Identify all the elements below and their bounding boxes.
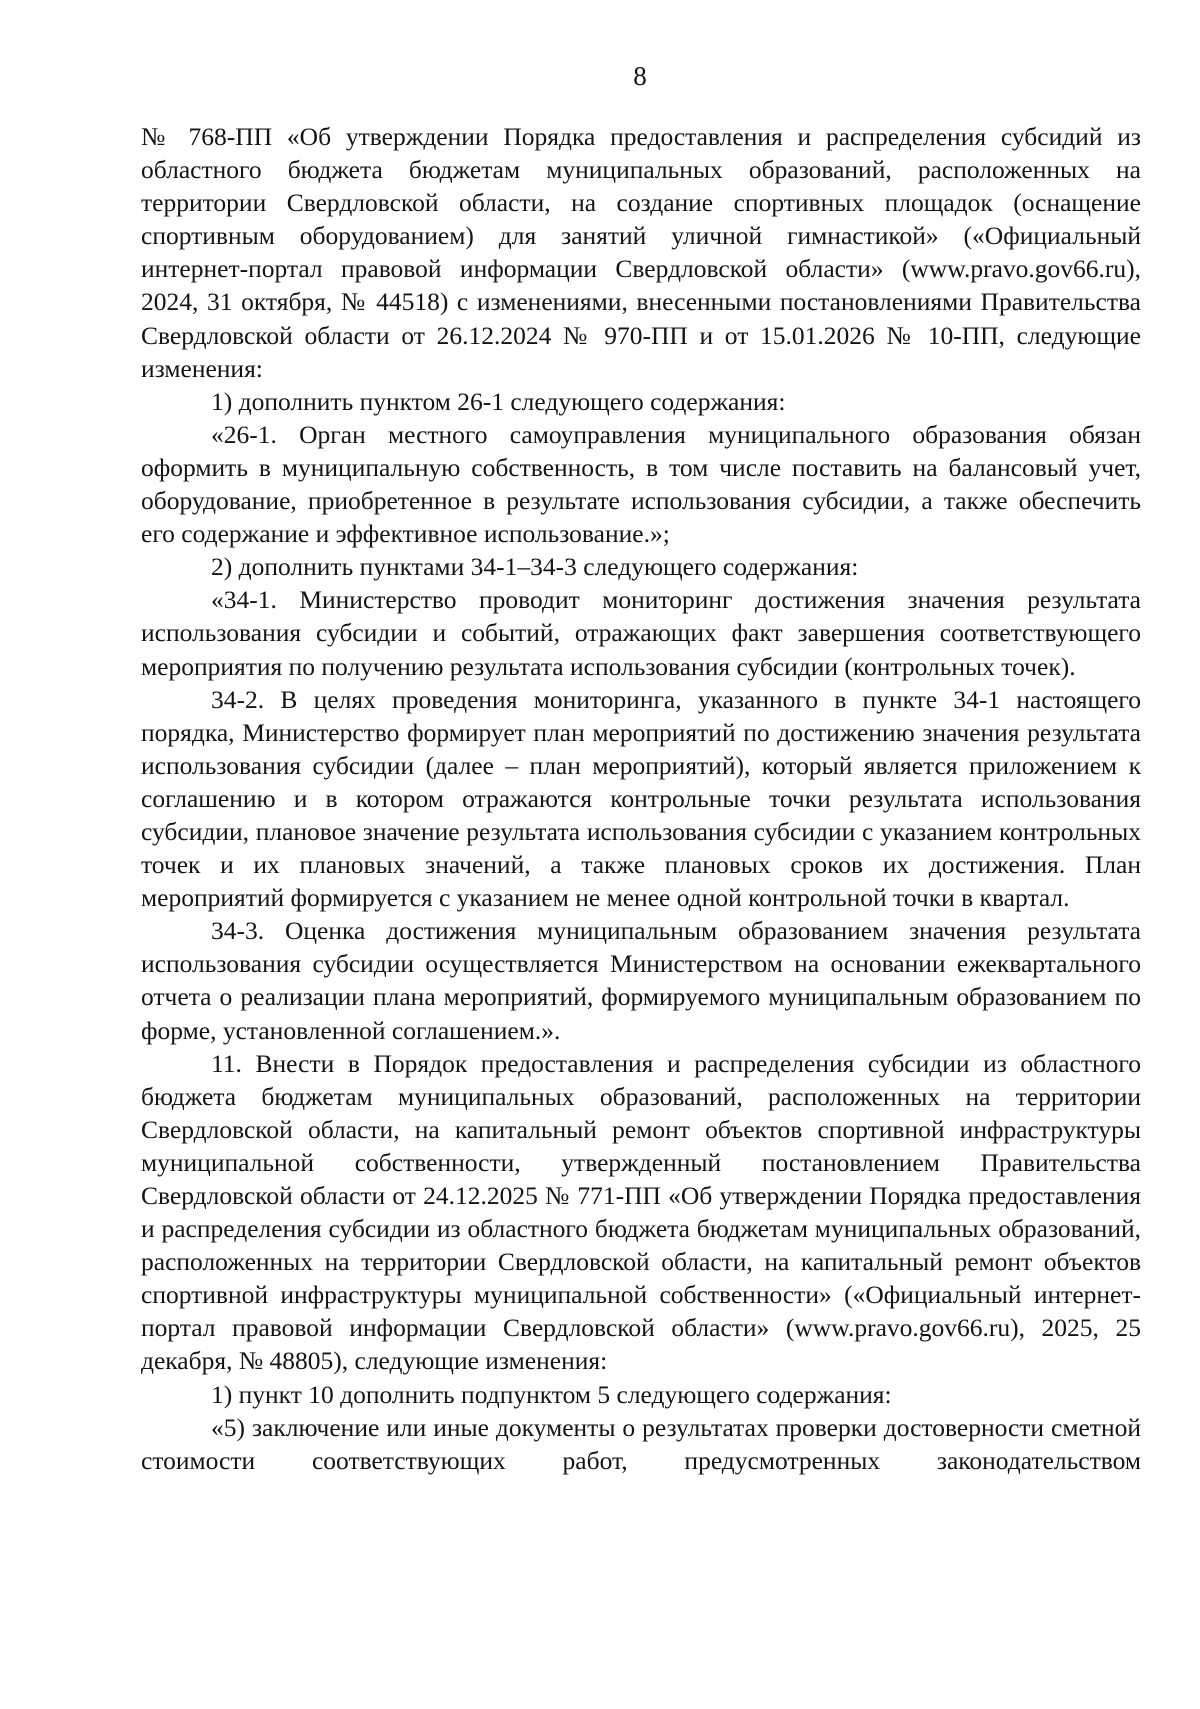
paragraph-section-11: 11. Внести в Порядок предоставления и распределения субсидии из областного бюджета бюджетам муниципальных образований, расположенных на территории Свердловской области, на капитальный ремонт объектов спортивной инфраструктуры муниципальной собственности, утвержденный постановлением Правительства Свердловской области от 24.12.2025 № 771-ПП «Об утверждении Порядка предоставления и распределения субсидии из областного бюджета бюджетам муниципальных образований, расположенных на территории Свердловской области, на капитальный ремонт объектов спортивной инфраструктуры муниципальной собственности» («Официальный интернет-портал правовой информации Свердловской области» (www.pravo.gov66.ru), 2025, 25 декабря, № 48805), следующие изменения:: [141, 1048, 1141, 1376]
paragraph-clause-34-2: 34-2. В целях проведения мониторинга, указанного в пункте 34-1 настоящего порядка, Министерство формирует план мероприятий по достижению значения результата использования субсидии (далее – план мероприятий), который является приложением к соглашению и в котором отражаются контрольные точки результата использования субсидии, плановое значение результата использования субсидии с указанием контрольных точек и их плановых значений, а также плановых сроков их достижения. План мероприятий формируется с указанием не менее одной контрольной точки в квартал.: [141, 684, 1141, 913]
paragraph-subitem-5: «5) заключение или иные документы о результатах проверки достоверности сметной стоимости соответствующих работ, предусмотренных законодательством: [141, 1412, 1141, 1475]
paragraph-item-1-point-10: 1) пункт 10 дополнить подпунктом 5 следующего содержания:: [211, 1379, 892, 1409]
paragraph-clause-34-3: 34-3. Оценка достижения муниципальным образованием значения результата использования субсидии осуществляется Министерством на основании ежеквартального отчета о реализации плана мероприятий, формируемого муниципальным образованием по форме, установленной соглашением.».: [141, 916, 1141, 1045]
paragraph-continuation-resolution-768: № 768-ПП «Об утверждении Порядка предоставления и распределения субсидий из областного бюджета бюджетам муниципальных образований, расположенных на территории Свердловской области, на создание спортивных площадок (оснащение спортивным оборудованием) для занятий уличной гимнастикой» («Официальный интернет-портал правовой информации Свердловской области» (www.pravo.gov66.ru), 2024, 31 октября, № 44518) с изменениями, внесенными постановлениями Правительства Свердловской области от 26.12.2024 № 970-ПП и от 15.01.2026 № 10-ПП, следующие изменения:: [141, 122, 1141, 383]
page-number: 8: [633, 61, 647, 91]
paragraph-item-1-add-26-1: 1) дополнить пунктом 26-1 следующего содержания:: [211, 386, 786, 416]
paragraph-item-2-add-34: 2) дополнить пунктами 34-1–34-3 следующего содержания:: [211, 552, 859, 582]
paragraph-clause-26-1: «26-1. Орган местного самоуправления муниципального образования обязан оформить в муниципальную собственность, в том числе поставить на балансовый учет, оборудование, приобретенное в результате использования субсидии, а также обеспечить его содержание и эффективное использование.»;: [141, 419, 1141, 549]
paragraph-clause-34-1: «34-1. Министерство проводит мониторинг достижения значения результата использования субсидии и событий, отражающих факт завершения соответствующего мероприятия по получению результата использования субсидии (контрольных точек).: [141, 585, 1141, 681]
document-body: [141, 120, 1141, 1477]
